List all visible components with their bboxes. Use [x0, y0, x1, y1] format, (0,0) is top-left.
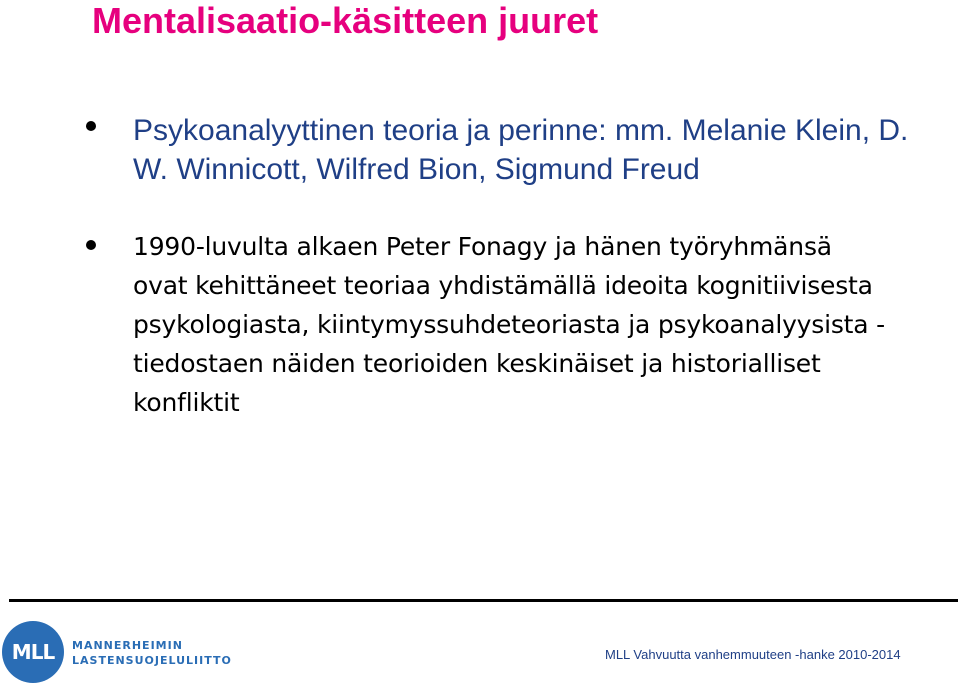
logo-abbr: MLL [11, 640, 55, 664]
footer-divider [9, 599, 958, 602]
logo-name-line1: MANNERHEIMIN [72, 639, 183, 652]
footer-project-text: MLL Vahvuutta vanhemmuuteen -hanke 2010-2014 [605, 647, 901, 662]
bullet-text: Psykoanalyyttinen teoria ja perinne: mm. Melanie Klein, D. W. Winnicott, Wilfred Bion, Sigmund Freud [133, 114, 909, 186]
bullet-text: 1990-luvulta alkaen Peter Fonagy ja hänen työryhmänsä ovat kehittäneet teoriaa yhdistämällä ideoita kognitiivisesta psykologiasta, kiintymyssuhdeteoriasta ja psykoanalyysista - tiedostaen näiden teorioiden keskinäiset ja historialliset konfliktit [133, 232, 885, 417]
logo-name-line2: LASTENSUOJELULIITTO [72, 654, 232, 667]
bullet-dot-icon [86, 240, 96, 250]
logo-name [72, 638, 232, 668]
bullet-dot-icon [86, 121, 96, 131]
slide-title: Mentalisaatio-käsitteen juuret [92, 0, 599, 41]
mll-logo-circle-icon [2, 621, 64, 683]
mll-logo [2, 621, 232, 683]
